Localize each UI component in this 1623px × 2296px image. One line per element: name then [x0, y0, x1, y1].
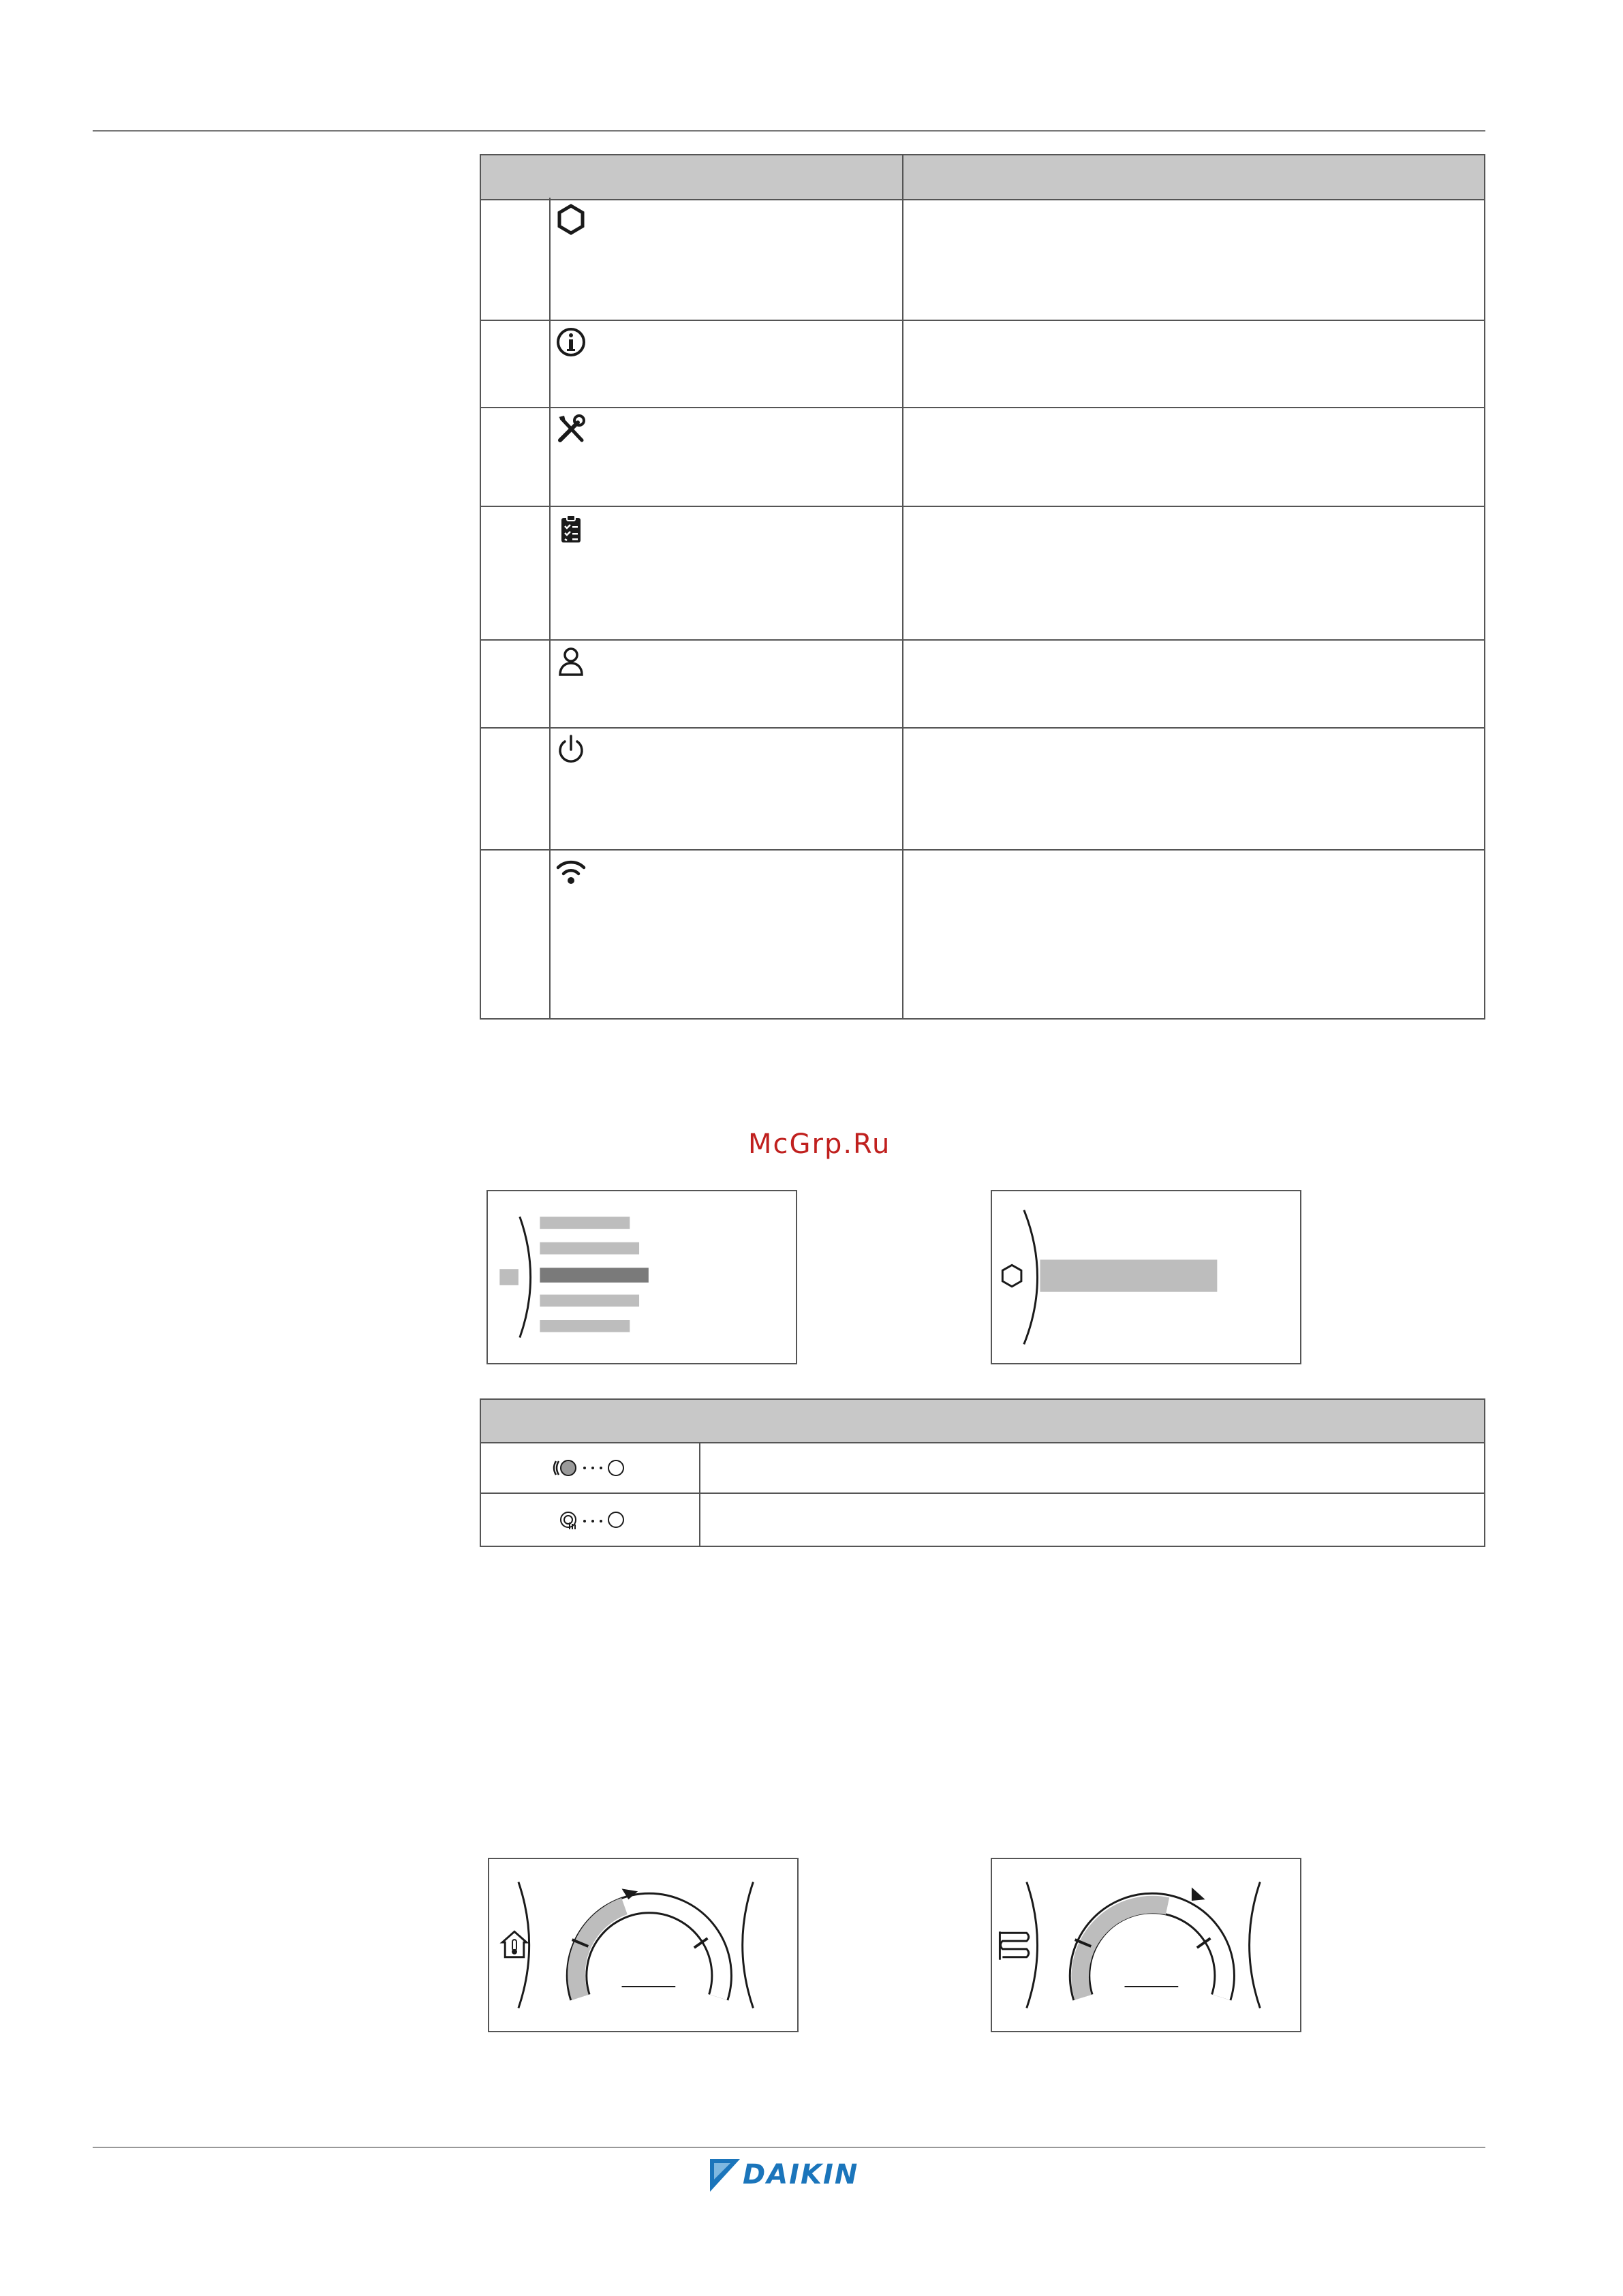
row-separator: [480, 727, 1485, 729]
clipboard-checklist-icon: [555, 512, 587, 545]
radiator-icon: [1000, 1931, 1028, 1959]
row-separator: [480, 506, 1485, 507]
power-icon: [555, 733, 587, 766]
scroll-indicator: [499, 1269, 519, 1285]
row-separator: [480, 320, 1485, 321]
arrow-icon: [1192, 1887, 1205, 1901]
selected-item-bar: [1040, 1259, 1217, 1291]
bottom-rule: [93, 2147, 1485, 2148]
leaving-water-setpoint-screen: [991, 1858, 1301, 2032]
dial-press-icon: [551, 1506, 632, 1533]
house-thermometer-icon: [502, 1931, 526, 1957]
screen-bracket: [1024, 1210, 1038, 1345]
info-icon: [555, 326, 587, 358]
menu-bar: [540, 1242, 639, 1255]
top-rule: [93, 130, 1485, 132]
menu-bar-selected: [540, 1268, 648, 1283]
dial-turn-icon: [551, 1454, 632, 1482]
row-separator: [480, 849, 1485, 851]
room-setpoint-screen: [488, 1858, 799, 2032]
screen-bracket: [520, 1216, 531, 1337]
table-header: [481, 155, 1484, 200]
screen-bracket: [743, 1882, 754, 2008]
menu-selected-screen: [991, 1190, 1301, 1364]
wifi-icon: [555, 856, 587, 889]
menu-icon-table: [480, 154, 1485, 1020]
daikin-logo-icon: [710, 2158, 740, 2196]
menu-bar: [540, 1295, 639, 1307]
hexagon-icon: [1002, 1265, 1021, 1287]
user-icon: [555, 645, 587, 677]
table-divider: [902, 154, 903, 1020]
screen-bracket: [1027, 1882, 1038, 2008]
hexagon-icon: [555, 203, 587, 236]
table-header: [481, 1400, 1484, 1443]
row-separator: [480, 1493, 1485, 1494]
screen-bracket: [1250, 1882, 1261, 2008]
table-divider: [699, 1442, 700, 1547]
menu-list-screen: [486, 1190, 797, 1364]
row-separator: [480, 639, 1485, 641]
brand-name: DAIKIN: [743, 2159, 859, 2190]
row-separator: [480, 407, 1485, 408]
menu-bar: [540, 1320, 630, 1332]
menu-bar: [540, 1216, 630, 1229]
tools-icon: [555, 413, 587, 446]
watermark: McGrp.Ru: [748, 1129, 891, 1160]
